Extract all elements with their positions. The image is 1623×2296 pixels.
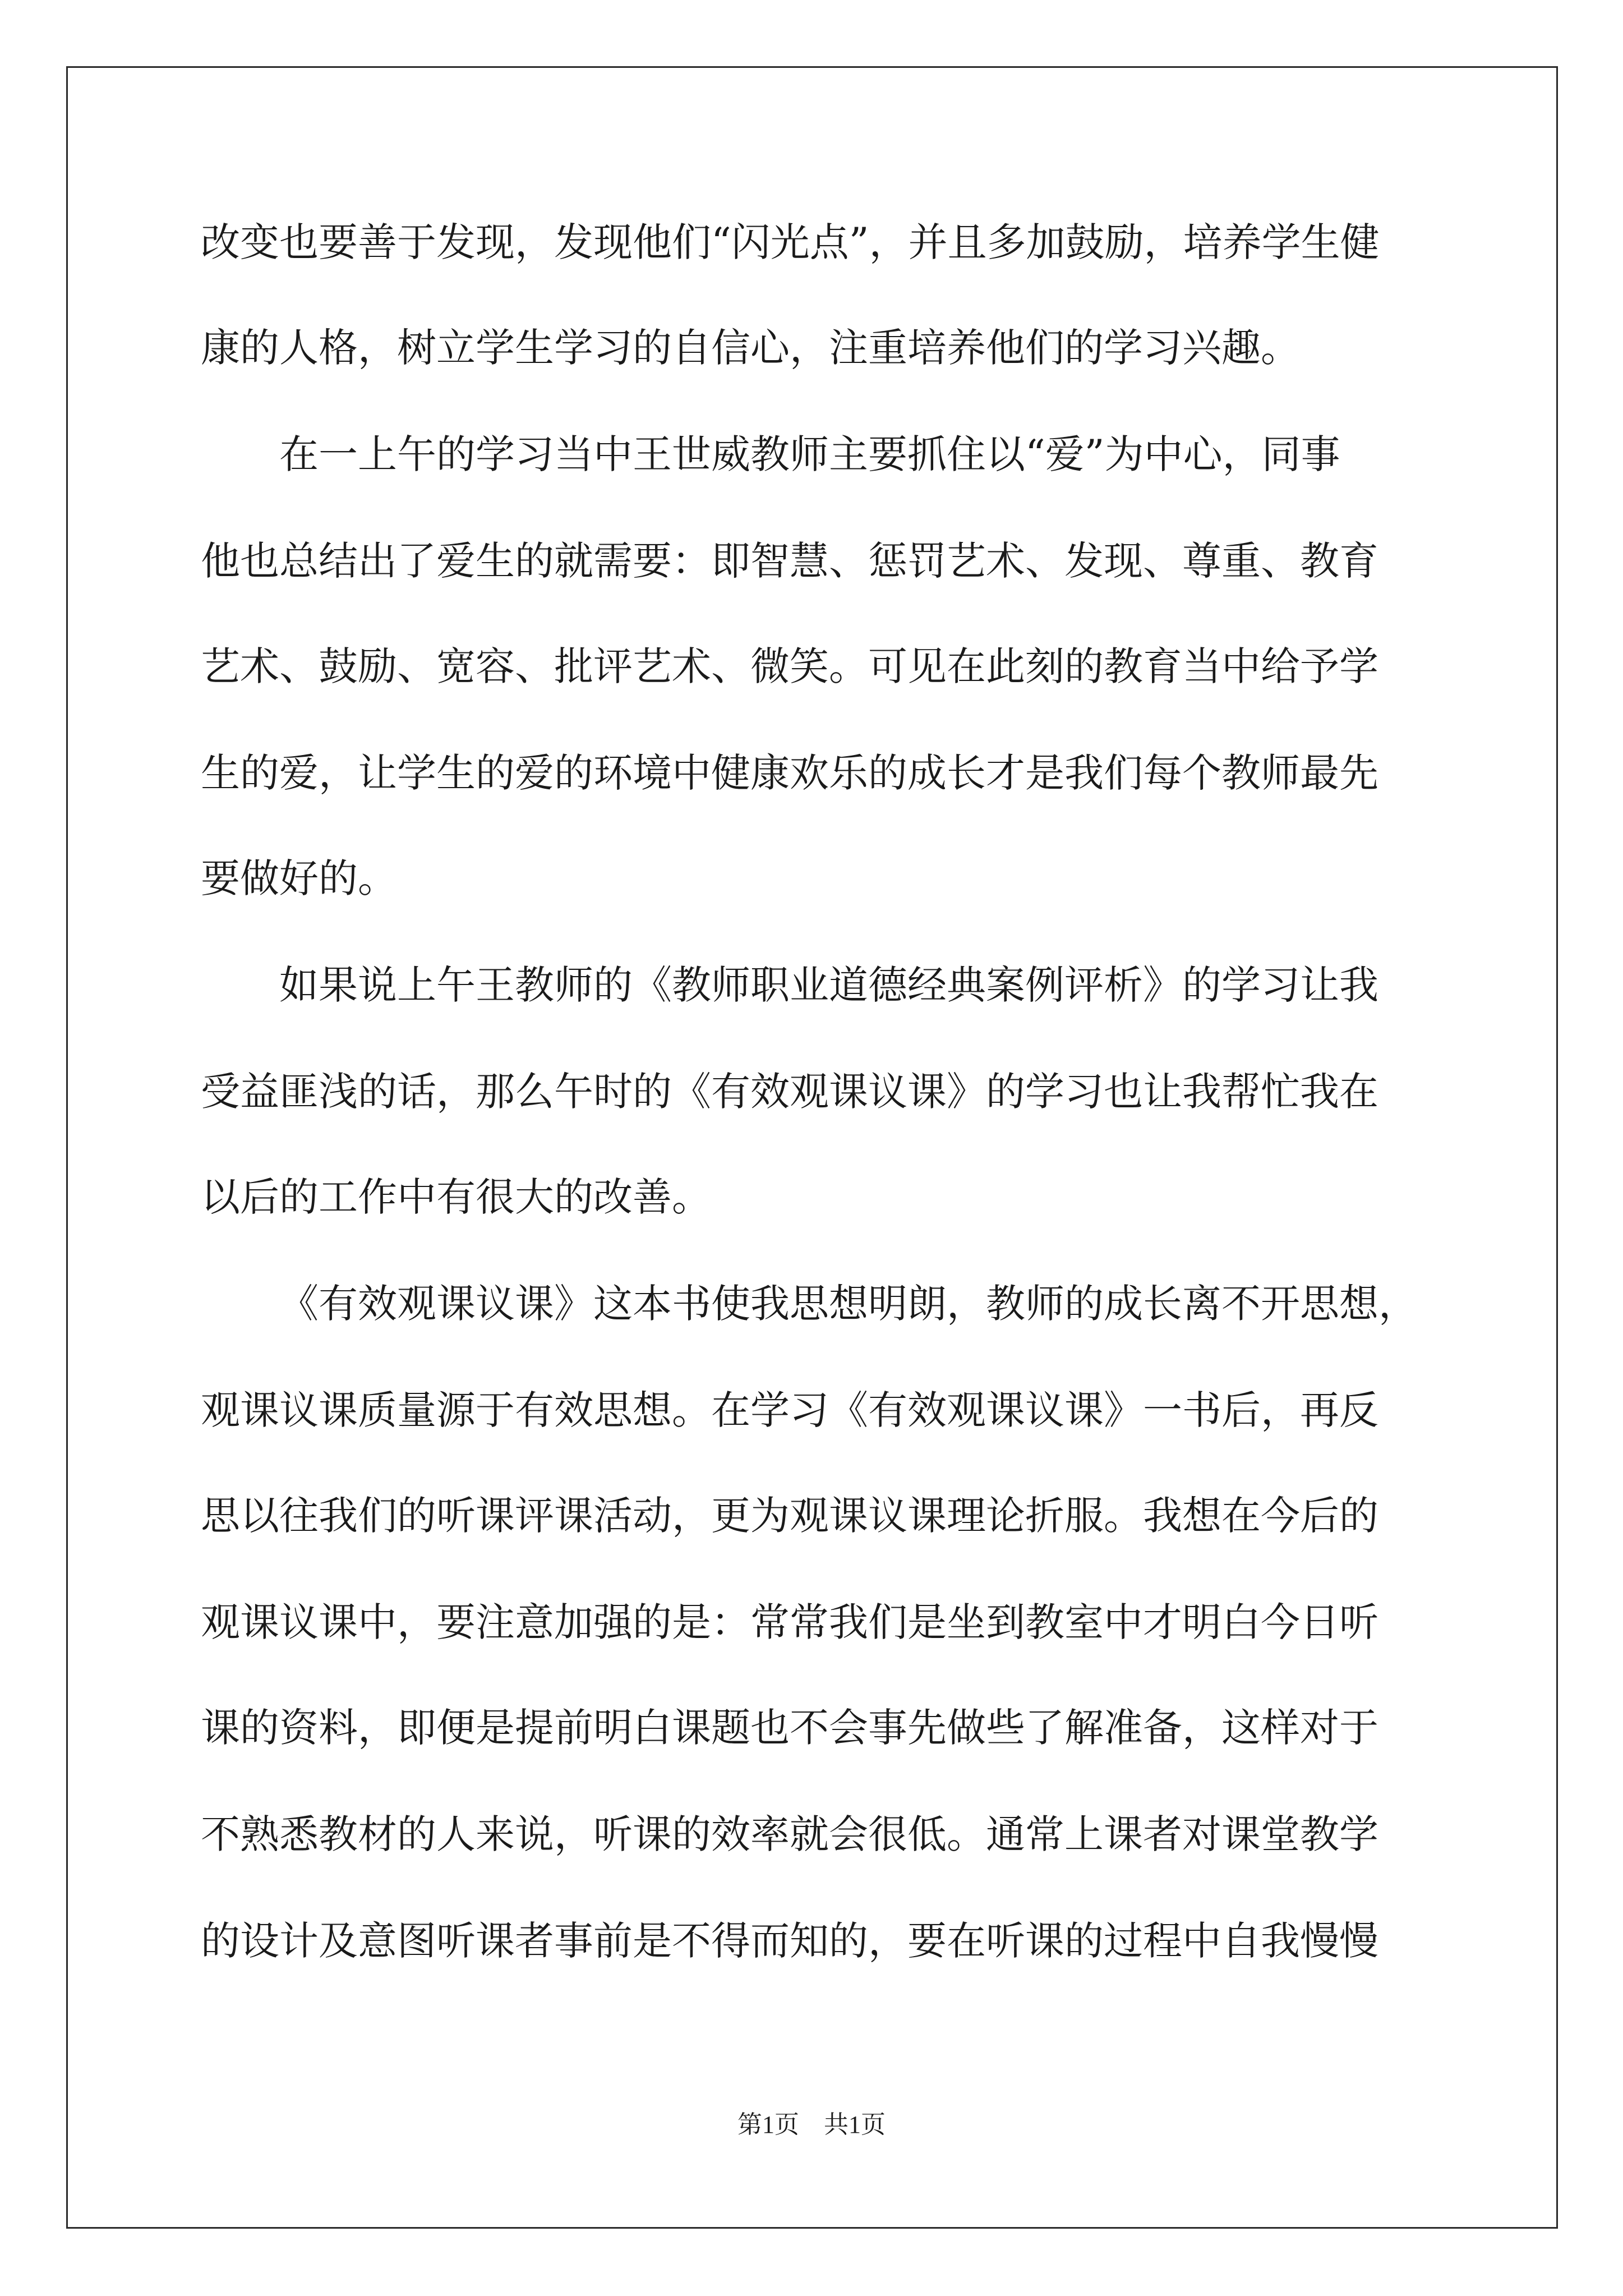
text-line: 康的人格，树立学生学习的自信心，注重培养他们的学习兴趣。 [201,325,1300,371]
paragraph-first-line: 《有效观课议课》这本书使我思想明朗，教师的成长离不开思想， [279,1281,1418,1327]
text-line: 艺术、鼓励、宽容、批评艺术、微笑。可见在此刻的教育当中给予学 [201,643,1378,689]
text-line: 课的资料，即便是提前明白课题也不会事先做些了解准备，这样对于 [201,1705,1378,1751]
text-line: 思以往我们的听课评课活动，更为观课议课理论折服。我想在今后的 [201,1493,1378,1539]
paragraph-first-line: 在一上午的学习当中王世威教师主要抓住以“爱”为中心，同事 [279,431,1340,477]
text-line: 以后的工作中有很大的改善。 [201,1174,711,1220]
text-line: 观课议课中，要注意加强的是：常常我们是坐到教室中才明白今日听 [201,1599,1378,1645]
paragraph-first-line: 如果说上午王教师的《教师职业道德经典案例评析》的学习让我 [279,962,1378,1008]
text-line: 生的爱，让学生的爱的环境中健康欢乐的成长才是我们每个教师最先 [201,750,1378,796]
text-line: 他也总结出了爱生的就需要：即智慧、惩罚艺术、发现、尊重、教育 [201,538,1378,584]
text-line: 要做好的。 [201,855,397,901]
page-number: 第1页 共1页 [737,2111,886,2138]
text-line: 的设计及意图听课者事前是不得而知的，要在听课的过程中自我慢慢 [201,1918,1378,1964]
text-line: 不熟悉教材的人来说，听课的效率就会很低。通常上课者对课堂教学 [201,1811,1378,1857]
page-border [66,66,1558,2229]
text-line: 观课议课质量源于有效思想。在学习《有效观课议课》一书后，再反 [201,1387,1378,1433]
text-line: 改变也要善于发现，发现他们“闪光点”，并且多加鼓励，培养学生健 [201,219,1380,265]
text-line: 受益匪浅的话，那么午时的《有效观课议课》的学习也让我帮忙我在 [201,1069,1378,1115]
